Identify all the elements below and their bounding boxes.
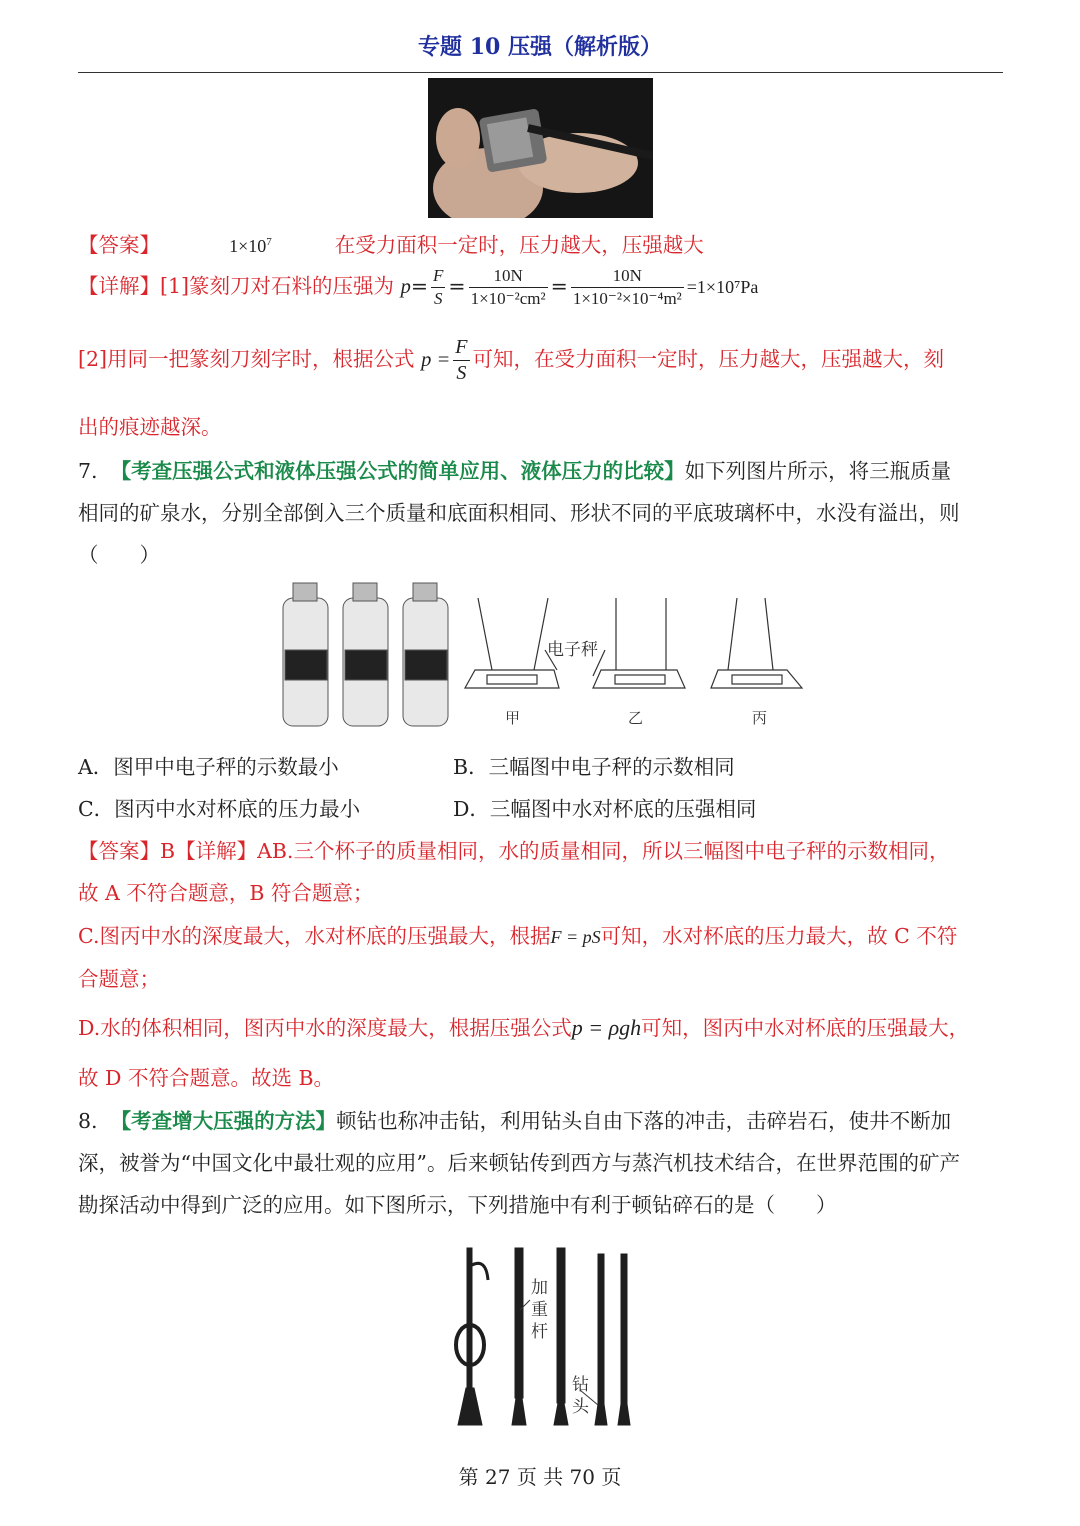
q8-stem3: 勘探活动中得到广泛的应用。如下图所示，下列措施中有利于顿钻碎石的是（ ） <box>78 1193 837 1217</box>
q8-tag: 【考查增大压强的方法】 <box>110 1109 337 1133</box>
q7-answer-line6: 故 D 不符合题意。故选 B。 <box>78 1066 335 1090</box>
answer-label: 【答案】 <box>78 233 160 257</box>
q7-answer-line2: 故 A 不符合题意，B 符合题意； <box>78 881 374 905</box>
q7-answer-line1: 【答案】B【详解】AB.三个杯子的质量相同，水的质量相同，所以三幅图中电子秤的示数相同， <box>78 839 950 863</box>
detail-line3: 出的痕迹越深。 <box>78 415 222 439</box>
formula-p: p <box>400 276 411 298</box>
q7-stem2: 相同的矿泉水，分别全部倒入三个质量和底面积相同、形状不同的平底玻璃杯中，水没有溢出，则 <box>78 501 960 525</box>
q7-answer-line5-pre: D.水的体积相同，图丙中水的深度最大，根据压强公式 <box>78 1016 572 1040</box>
q8-stem1: 顿钻也称冲击钻，利用钻头自由下落的冲击，击碎岩石，使井不断加 <box>336 1109 952 1133</box>
detail-line2-post: 可知，在受力面积一定时，压力越大，压强越大，刻 <box>472 347 945 371</box>
answer-value: $1\times 10^7$ <box>229 236 272 256</box>
seal-carving-photo <box>428 78 653 218</box>
header-divider <box>78 72 1003 73</box>
q7-tag: 【考查压强公式和液体压强公式的简单应用、液体压力的比较】 <box>110 459 685 483</box>
formula-p-rho-g-h: p = ρgh <box>571 1015 642 1040</box>
rod-label-1: 加 <box>531 1278 548 1298</box>
q7-stem3: （ ） <box>78 543 160 567</box>
bit-label-2: 头 <box>572 1397 589 1417</box>
q7-option-d[interactable]: D．三幅图中水对杯底的压强相同 <box>453 797 757 821</box>
formula-F-pS: F = pS <box>550 927 601 947</box>
detail-label: 【详解】 <box>78 274 160 298</box>
water-bottles <box>283 583 448 726</box>
bit-label-1: 钻 <box>572 1375 589 1395</box>
q7-number: 7. <box>78 459 98 483</box>
fraction-F-over-S: $\frac{F}{S}$ <box>433 266 444 308</box>
fraction2-F-over-S: $\frac{F}{S}$ <box>455 336 468 384</box>
q8-stem2: 深，被誉为“中国文化中最壮观的应用”。后来顿钻传到西方与蒸汽机技术结合，在世界范围的矿产 <box>78 1151 960 1175</box>
answer-text: 在受力面积一定时，压力越大，压强越大 <box>334 233 704 257</box>
scale-label: 电子秤 <box>547 640 598 660</box>
fraction-step1: $\frac{10N}{\text{1×10⁻²cm²}}$ <box>470 266 546 308</box>
q7-answer-line3-pre: C.图丙中水的深度最大，水对杯底的压强最大，根据 <box>78 924 551 948</box>
page-header-title: 专题 10 压强（解析版） <box>418 34 662 60</box>
formula-result: =1×10⁷Pa <box>686 277 759 297</box>
formula2-p: p <box>421 349 432 371</box>
detail-line2-pre: [2]用同一把篆刻刀刻字时，根据公式 <box>78 347 415 371</box>
q7-answer-line5-post: 可知，图丙中水对杯底的压强最大， <box>641 1016 970 1040</box>
detail-line1: [1]篆刻刀对石料的压强为 <box>160 274 395 298</box>
q7-option-c[interactable]: C．图丙中水对杯底的压力最小 <box>78 797 361 821</box>
q7-stem1: 如下列图片所示，将三瓶质量 <box>684 459 952 483</box>
q7-option-a[interactable]: A．图甲中电子秤的示数最小 <box>78 755 339 779</box>
cup-label-bing: 丙 <box>752 709 768 727</box>
q8-number: 8. <box>78 1109 98 1133</box>
q7-option-b[interactable]: B．三幅图中电子秤的示数相同 <box>453 755 735 779</box>
cup-label-yi: 乙 <box>628 709 644 727</box>
cup-label-jia: 甲 <box>505 709 521 727</box>
q7-figure <box>275 578 810 728</box>
q7-answer-line3-post: 可知，水对杯底的压力最大，故 C 不符 <box>600 924 958 948</box>
rod-label-3: 杆 <box>531 1322 548 1342</box>
q7-answer-line4: 合题意； <box>78 967 160 991</box>
page-footer: 第 27 页 共 70 页 <box>458 1465 622 1489</box>
fraction-step2: $\frac{10N}{\text{1×10⁻²×10⁻⁴m²}}$ <box>572 266 682 308</box>
rod-label-2: 重 <box>531 1300 548 1320</box>
q8-figure <box>440 1240 640 1430</box>
